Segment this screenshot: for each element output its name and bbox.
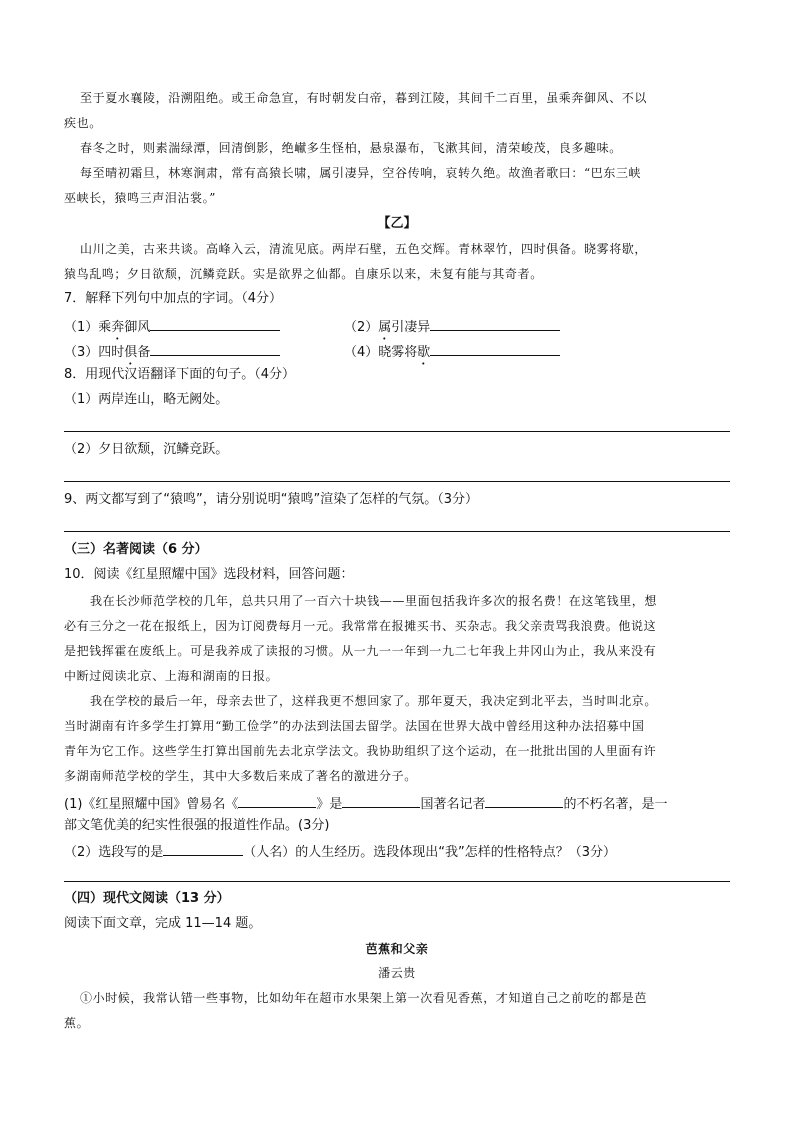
article-paragraph-line: ①小时候，我常认错一些事物，比如幼年在超市水果架上第一次看见香蕉，才知道自己之前吃的都是芭 (80, 991, 648, 1005)
article-paragraph-line: 蕉。 (64, 1016, 90, 1030)
question-10-2 (64, 841, 616, 862)
dotted-char: 俱 (124, 345, 138, 360)
excerpt-line: 必有三分之一花在报纸上，因为订阅费每月一元。我常常在报摊买书、买杂志。我父亲责骂我浪费。他说这 (64, 619, 657, 633)
item-text: 晓雾将 (378, 345, 418, 360)
answer-blank[interactable] (430, 316, 560, 331)
answer-blank[interactable] (150, 341, 280, 356)
question-7-item-4 (344, 341, 560, 368)
question-8-sentence-1: （1）两岸连山，略无阙处。 (64, 392, 229, 407)
item-text: 乘 (98, 320, 112, 335)
passage-a-line: 巫峡长，猿鸣三声泪沾裳。” (64, 191, 216, 205)
excerpt-line: 青年为它工作。这些学生打算出国前先去北京学法文。我协助组织了这个运动，在一批批出国的人里面有许 (64, 744, 657, 758)
excerpt-line: 是把钱挥霍在废纸上。可是我养成了读报的习惯。从一九一一年到一九二七年我上井冈山为止，我从来没有 (64, 644, 657, 658)
answer-blank[interactable] (485, 793, 563, 808)
question-7-stem: 7．解释下列句中加点的字词。（4分） (64, 291, 283, 306)
passage-b-line: 山川之美，古来共谈。高峰入云，清流见底。两岸石壁，五色交辉。青林翠竹，四时俱备。晓雾将歇， (80, 242, 648, 256)
item-number: （3） (64, 345, 99, 360)
question-8-sentence-2: （2）夕日欲颓，沉鳞竞跃。 (64, 442, 229, 457)
question-10-stem: 10．阅读《红星照耀中国》选段材料，回答问题： (64, 567, 354, 582)
item-text: 四时 (98, 345, 125, 360)
item-number: （2） (344, 320, 379, 335)
dotted-char: 奔 (111, 320, 125, 335)
excerpt-line: 当时湖南有许多学生打算用“勤工俭学”的办法到法国去留学。法国在世界大战中曾经用这种办法招募中国 (64, 719, 645, 733)
section-4-intro: 阅读下面文章，完成 11—14 题。 (64, 916, 262, 931)
passage-b-line: 猿鸟乱鸣；夕日欲颓，沉鳞竞跃。实是欲界之仙都。自康乐以来，未复有能与其奇者。 (64, 267, 543, 281)
question-text: 国著名记者 (420, 797, 486, 812)
question-7-item-1 (64, 316, 280, 343)
answer-blank[interactable] (163, 841, 243, 856)
excerpt-line: 我在学校的最后一年，母亲去世了，这样我更不想回家了。那年夏天，我决定到北平去，当时叫北京。 (90, 694, 658, 708)
question-text: （人名）的人生经历。选段体现出“我”怎样的性格特点？（3分） (243, 845, 617, 860)
item-text: 引凄异 (391, 320, 431, 335)
passage-a-line: 至于夏水襄陵，沿溯阻绝。或王命急宣，有时朝发白帝，暮到江陵，其间千二百里，虽乘奔御风、不以 (80, 91, 648, 105)
question-7-item-3 (64, 341, 280, 368)
answer-line[interactable] (64, 531, 730, 532)
item-number: （1） (64, 320, 99, 335)
question-9-stem: 9、两文都写到了“猿鸣”，请分别说明“猿鸣”渲染了怎样的气氛。（3分） (64, 492, 478, 507)
passage-b-title: 【乙】 (377, 216, 417, 231)
question-text: （2）选段写的是 (64, 845, 164, 860)
dotted-char: 歇 (417, 345, 431, 360)
question-text: 》是 (316, 797, 343, 812)
question-text: 的不朽名著，是一 (563, 797, 668, 812)
question-7-item-2 (344, 316, 560, 343)
passage-a-line: 每至晴初霜旦，林寒涧肃，常有高猿长啸，属引凄异，空谷传响，哀转久绝。故渔者歌曰：“巴东三峡 (80, 166, 642, 180)
excerpt-line: 多湖南师范学校的学生，其中大多数后来成了著名的激进分子。 (64, 769, 417, 783)
item-text: 御风 (124, 320, 151, 335)
section-3-heading: （三）名著阅读（6 分） (64, 542, 208, 557)
question-text: (1)《红星照耀中国》曾易名《 (64, 797, 239, 812)
answer-blank[interactable] (342, 793, 420, 808)
question-10-1-cont: 部文笔优美的纪实性很强的报道性作品。(3分) (64, 818, 330, 833)
passage-a-line: 春冬之时，则素湍绿潭，回清倒影，绝𪩘多生怪柏，悬泉瀑布，飞漱其间，清荣峻茂，良多趣味。 (80, 141, 622, 155)
answer-line[interactable] (64, 881, 730, 882)
item-text: 备 (137, 345, 151, 360)
question-10-1 (64, 793, 667, 814)
excerpt-line: 我在长沙师范学校的几年，总共只用了一百六十块钱——里面包括我许多次的报名费！在这笔钱里，想 (90, 594, 658, 608)
item-number: （4） (344, 345, 379, 360)
answer-blank[interactable] (150, 316, 280, 331)
excerpt-line: 中断过阅读北京、上海和湖南的日报。 (64, 669, 279, 683)
answer-line[interactable] (64, 431, 730, 432)
passage-a-line: 疾也。 (64, 116, 102, 130)
section-4-heading: （四）现代文阅读（13 分） (64, 891, 230, 906)
article-author: 潘云贵 (378, 966, 416, 980)
answer-blank[interactable] (430, 341, 560, 356)
answer-line[interactable] (64, 481, 730, 482)
question-8-stem: 8．用现代汉语翻译下面的句子。（4分） (64, 367, 296, 382)
article-title: 芭蕉和父亲 (365, 942, 429, 956)
dotted-char: 属 (378, 320, 392, 335)
answer-blank[interactable] (238, 793, 316, 808)
